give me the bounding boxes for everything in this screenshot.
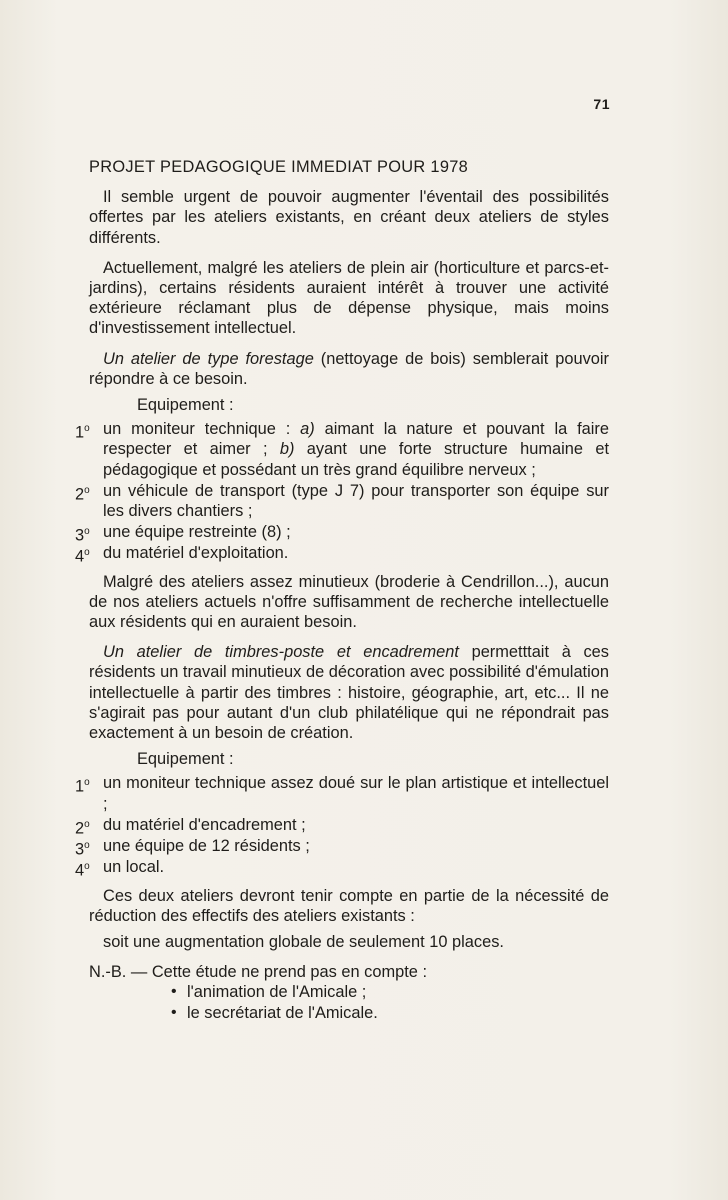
paragraph-reduction: Ces deux ateliers devront tenir compte en partie de la nécessité de réduction des effectifs des ateliers existants :: [89, 886, 609, 925]
document-body: [75, 157, 609, 1023]
section-heading: PROJET PEDAGOGIQUE IMMEDIAT POUR 1978: [89, 158, 469, 176]
list-item: 4$^o$ un local.: [75, 858, 165, 880]
forestage-title: Un atelier de type forestage: [103, 349, 314, 368]
equipment-label-2: Equipement :: [137, 750, 234, 769]
paragraph-places: soit une augmentation globale de seulement 10 places.: [103, 932, 504, 951]
paragraph-stamps: [89, 642, 609, 743]
note-bullets: [171, 982, 609, 1022]
page-number: 71: [593, 96, 610, 112]
equipment-list-2: [75, 773, 609, 880]
paragraph-current-situation: Actuellement, malgré les ateliers de plein air (horticulture et parcs-et-jardins), certains résidents auraient intérêt à trouver une activité extérieure réclamant plus de dépense physique, mais moins d'investissement intellectuel.: [89, 258, 609, 338]
list-item: 2$^o$ un véhicule de transport (type J 7) pour transporter son équipe sur les divers chantiers ;: [75, 481, 609, 521]
stamps-title: Un atelier de timbres-poste et encadrement: [103, 643, 459, 662]
paragraph-forestage: [89, 349, 609, 389]
list-item: 3$^o$ une équipe de 12 résidents ;: [75, 837, 310, 859]
equipment-list-1: [75, 419, 609, 566]
paragraph-intro: Il semble urgent de pouvoir augmenter l'éventail des possibilités offertes par les ateliers existants, en créant deux ateliers de styles différents.: [89, 188, 609, 247]
list-item: 1$^o$ un moniteur technique : a) aimant la nature et pouvant la faire respecter et aimer ; b) ayant une forte structure humaine et pédagogique et possédant un très grand équilibre nerveux ;: [75, 420, 609, 479]
list-item: 3$^o$ une équipe restreinte (8) ;: [75, 523, 291, 545]
equipment-label-1: Equipement :: [137, 396, 234, 415]
note-line: N.-B. — Cette étude ne prend pas en compte :: [89, 963, 428, 982]
list-item: 1$^o$ un moniteur technique assez doué sur le plan artistique et intellectuel ;: [75, 774, 609, 813]
paragraph-minutious-workshops: Malgré des ateliers assez minutieux (broderie à Cendrillon...), aucun de nos ateliers actuels n'offre suffisamment de recherche intellectuelle aux résidents qui en auraient besoin.: [89, 572, 609, 632]
list-item: 2$^o$ du matériel d'encadrement ;: [75, 815, 306, 838]
bullet-item: • le secrétariat de l'Amicale.: [171, 1003, 609, 1023]
bullet-item: • l'animation de l'Amicale ;: [171, 982, 609, 1002]
list-item: 4$^o$ du matériel d'exploitation.: [75, 544, 289, 566]
forestage-text: (nettoyage de bois) semblerait pouvoir répondre à ce besoin.: [89, 349, 609, 388]
stamps-text: permetttait à ces résidents un travail minutieux de décoration avec possibilité d'émulation intellectuelle à partir des timbres : histoire, géographie, art, etc... Il ne s'agirait pas pour autant d'un club philatélique qui ne répondrait pas exactement à un besoin de création.: [89, 643, 609, 743]
